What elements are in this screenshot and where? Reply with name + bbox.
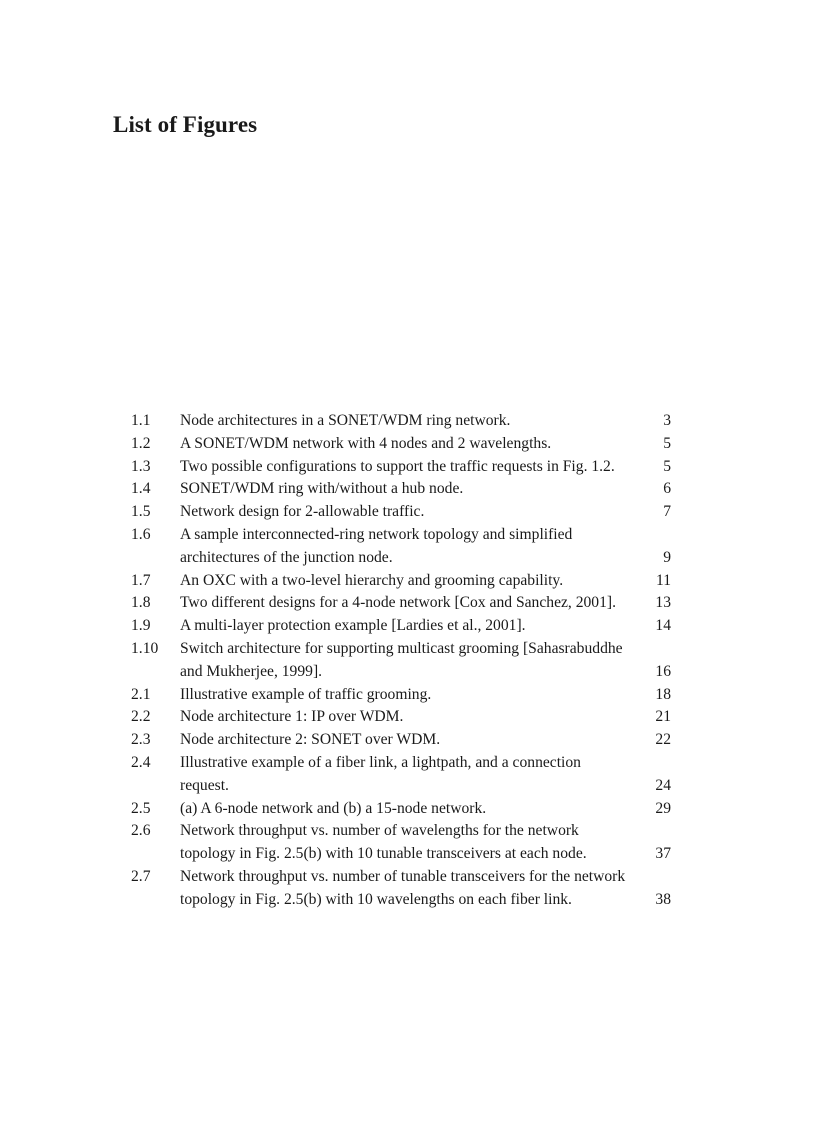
figure-entry-1-2 <box>131 433 671 456</box>
figure-caption: A SONET/WDM network with 4 nodes and 2 wavelengths. <box>180 434 552 452</box>
figure-caption: Switch architecture for supporting multicast grooming [Sahasrabuddhe and Mukherjee, 1999]. <box>180 639 623 680</box>
page-number: 38 <box>655 890 671 908</box>
figure-caption: Two different designs for a 4-node network [Cox and Sanchez, 2001]. <box>180 594 616 612</box>
page-number: 16 <box>655 662 671 680</box>
figure-entry-1-3 <box>131 456 671 479</box>
figure-number: 2.6 <box>131 822 151 840</box>
page-number: 11 <box>655 571 671 589</box>
figure-entry-2-4 <box>131 752 671 798</box>
page-number: 37 <box>655 845 671 863</box>
figure-caption: Two possible configurations to support the traffic requests in Fig. 1.2. <box>180 457 615 475</box>
figure-entry-1-5 <box>131 501 671 524</box>
figure-caption: Network throughput vs. number of tunable transceivers for the network topology in Fig. 2.5(b) with 10 wavelengths on each fiber link. <box>180 867 626 908</box>
figure-entry-2-2 <box>131 706 671 729</box>
figure-number: 2.3 <box>131 731 151 749</box>
page-number: 14 <box>655 617 671 635</box>
figure-caption: Illustrative example of a fiber link, a lightpath, and a connection request. <box>180 753 581 794</box>
figure-entry-2-1 <box>131 684 671 707</box>
page-title: List of Figures <box>113 112 258 137</box>
figure-number: 2.4 <box>131 753 151 771</box>
figure-number: 1.3 <box>131 457 151 475</box>
figure-caption: SONET/WDM ring with/without a hub node. <box>180 480 464 498</box>
page-number: 5 <box>663 457 671 475</box>
figure-caption: A multi-layer protection example [Lardies et al., 2001]. <box>180 617 526 635</box>
figure-caption: Node architecture 2: SONET over WDM. <box>180 731 441 749</box>
figure-number: 1.1 <box>131 412 151 429</box>
figure-caption: Network throughput vs. number of wavelengths for the network topology in Fig. 2.5(b) with 10 tunable transceivers at each node. <box>180 822 587 863</box>
page-number: 24 <box>655 776 671 794</box>
page-number: 7 <box>663 503 671 521</box>
figure-number: 2.5 <box>131 799 151 817</box>
figure-number: 1.5 <box>131 503 151 521</box>
figure-entry-2-6 <box>131 820 671 866</box>
page-number: 18 <box>655 685 671 703</box>
figure-number: 1.10 <box>131 639 159 657</box>
figure-caption: Node architecture 1: IP over WDM. <box>180 708 404 726</box>
figure-number: 1.4 <box>131 480 151 498</box>
figure-entry-2-5 <box>131 798 671 821</box>
page-number: 5 <box>663 434 671 452</box>
page-number: 6 <box>663 480 671 498</box>
figure-entry-1-10 <box>131 638 671 684</box>
figure-number: 1.2 <box>131 434 151 452</box>
page-number: 3 <box>663 412 671 429</box>
figure-number: 1.7 <box>131 571 151 589</box>
figure-number: 2.1 <box>131 685 151 703</box>
list-of-figures <box>131 410 671 912</box>
figure-entry-1-4 <box>131 478 671 501</box>
figure-number: 1.9 <box>131 617 151 635</box>
figure-number: 1.6 <box>131 525 151 543</box>
figure-caption: Network design for 2-allowable traffic. <box>180 503 425 521</box>
figure-caption: (a) A 6-node network and (b) a 15-node network. <box>180 799 487 817</box>
page-number: 21 <box>655 708 671 726</box>
figure-entry-2-3 <box>131 729 671 752</box>
figure-caption: A sample interconnected-ring network topology and simplified architectures of the junction node. <box>180 525 573 566</box>
figure-entry-1-6 <box>131 524 671 570</box>
page-number: 9 <box>663 548 671 566</box>
figure-number: 1.8 <box>131 594 151 612</box>
figure-entry-1-7 <box>131 570 671 593</box>
figure-caption: Node architectures in a SONET/WDM ring network. <box>180 412 511 429</box>
page-number: 22 <box>655 731 671 749</box>
figure-caption: An OXC with a two-level hierarchy and grooming capability. <box>180 571 564 589</box>
figure-caption: Illustrative example of traffic grooming. <box>180 685 432 703</box>
page-number: 13 <box>655 594 671 612</box>
figure-number: 2.7 <box>131 867 151 885</box>
figure-entry-1-8 <box>131 592 671 615</box>
figure-entry-2-7 <box>131 866 671 912</box>
figure-entry-1-9 <box>131 615 671 638</box>
figure-entry-1-1 <box>131 410 671 433</box>
page-number: 29 <box>655 799 671 817</box>
figure-number: 2.2 <box>131 708 151 726</box>
